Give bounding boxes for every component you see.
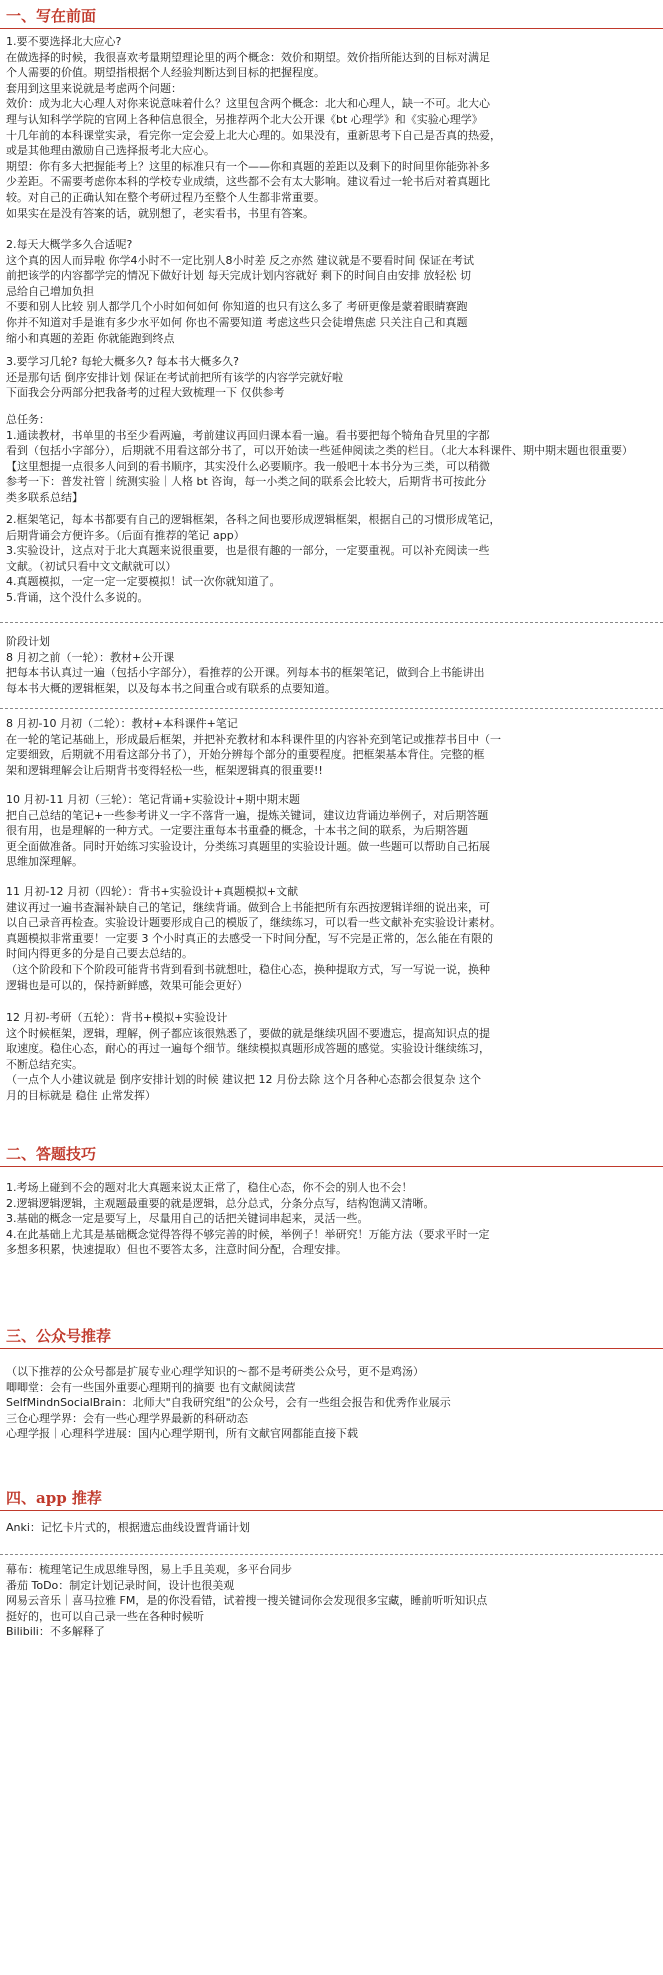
text-block-app-list (6, 1562, 656, 1640)
paragraph-line: 1.考场上碰到不会的题对北大真题来说太正常了，稳住心态，你不会的别人也不会！ (6, 1181, 413, 1194)
paragraph-line: 11 月初-12 月初（四轮）：背书+实验设计+真题模拟+文献 (6, 885, 299, 898)
paragraph-line: 个人需要的价值。期望指根据个人经验判断达到目标的把握程度。 (6, 66, 325, 80)
paragraph-line: 8 月初之前（一轮）：教材+公开课 (6, 650, 175, 664)
text-block-phase-1 (6, 634, 656, 696)
divider (0, 1554, 663, 1555)
section-divider-1 (0, 28, 663, 29)
paragraph-line: 1.要不要选择北大应心? (6, 35, 122, 48)
paragraph-line: 参考一下：普发社管｜统测实验｜人格 bt 咨询，每一小类之间的联系会比较大，后期背书可按此分 (6, 475, 487, 489)
section-heading-4: 四、app 推荐 (6, 1489, 102, 1507)
paragraph-line: 定要细致，后期就不用看这部分书了），开始分辨每个部分的重要程度。把框架基本背住。完整的框 (6, 748, 485, 762)
paragraph-line: 较。对自己的正确认知在整个考研过程乃至整个人生都非常重要。 (6, 190, 325, 204)
paragraph-line: 不要和别人比较 别人都学几个小时如何如何 你知道的也只有这么多了 考研更像是蒙着眼睛赛跑 (6, 300, 468, 314)
paragraph-line: 更全面做准备。同时开始练习实验设计，分类练习真题里的实验设计题。做一些题可以帮助自己拓展 (6, 839, 490, 853)
paragraph-line: 12 月初-考研（五轮）：背书+模拟+实验设计 (6, 1011, 228, 1024)
section-heading-1: 一、写在前面 (6, 7, 97, 25)
paragraph-line: 网易云音乐｜喜马拉雅 FM，是的你没看错，试着搜一搜关键词你会发现很多宝藏，睡前听听知识点 (6, 1594, 488, 1608)
paragraph-line: 文献。（初试只看中文文献就可以） (6, 559, 177, 573)
paragraph-line: 2.每天大概学多久合适呢? (6, 238, 133, 251)
paragraph-line: 多想多积累，快速提取）但也不要答太多，注意时间分配，合理安排。 (6, 1243, 347, 1257)
paragraph-line: 下面我会分两部分把我备考的过程大致梳理一下 仅供参考 (6, 386, 285, 400)
section-heading-3: 三、公众号推荐 (6, 1327, 112, 1345)
paragraph-line: 总任务： (6, 413, 50, 426)
paragraph-line: 时间内得更多的分是自己要去总结的。 (6, 947, 193, 961)
paragraph-line: 缩小和真题的差距 你就能跑到终点 (6, 331, 175, 345)
paragraph-line: 架和逻辑理解会让后期背书变得轻松一些，框架逻辑真的很重要!! (6, 763, 323, 777)
paragraph-line: 把每本书认真过一遍（包括小字部分），看推荐的公开课。列每本书的框架笔记，做到合上书能讲出 (6, 666, 485, 680)
text-block-overall-tasks (6, 412, 656, 506)
paragraph-line: 以自己录音再检查。实验设计题要形成自己的模版了，继续练习，可以看一些文献补充实验设计素材。 (6, 916, 501, 930)
text-block-answer-tips (6, 1180, 656, 1258)
paragraph-line: 思维加深理解。 (6, 855, 83, 869)
section-divider-4 (0, 1510, 663, 1511)
paragraph-line: 4.真题模拟，一定一定一定要模拟！试一次你就知道了。 (6, 575, 281, 589)
paragraph-line: 幕布：梳理笔记生成思维导图，易上手且美观，多平台同步 (6, 1563, 292, 1576)
paragraph-line: 忌给自己增加负担 (6, 284, 94, 298)
paragraph-line: 5.背诵，这个没什么多说的。 (6, 590, 149, 604)
paragraph-line: 10 月初-11 月初（三轮）：笔记背诵+实验设计+期中期末题 (6, 793, 300, 806)
paragraph-line: （以下推荐的公众号都是扩展专业心理学知识的～都不是考研类公众号，更不是鸡汤） (6, 1365, 424, 1378)
paragraph-line: 这个真的因人而异啦 你学4小时不一定比别人8小时差 反之亦然 建议就是不要看时间 保证在考试 (6, 253, 474, 267)
paragraph-line: 阶段计划 (6, 635, 50, 648)
paragraph-line: 2.框架笔记，每本书都要有自己的逻辑框架，各科之间也要形成逻辑框架，根据自己的习惯形成笔记， (6, 513, 501, 526)
paragraph-line: Bilibili：不多解释了 (6, 1625, 105, 1639)
paragraph-line: Anki：记忆卡片式的，根据遗忘曲线设置背诵计划 (6, 1521, 250, 1534)
paragraph-line: 这个时候框架，逻辑，理解，例子都应该很熟悉了，要做的就是继续巩固不要遗忘，提高知识点的提 (6, 1026, 490, 1040)
text-block-app-anki (6, 1520, 656, 1536)
paragraph-line: 理与认知科学学院的官网上各种信息很全，另推荐两个北大公开课《bt 心理学》和《实验心理学》 (6, 112, 483, 126)
text-block-phase-2 (6, 716, 656, 778)
paragraph-line: 月的目标就是 稳住 止常发挥） (6, 1088, 156, 1102)
paragraph-line: 3.实验设计，这点对于北大真题来说很重要，也是很有趣的一部分，一定要重视。可以补充阅读一些 (6, 544, 490, 558)
paragraph-line: SelfMindnSocialBrain：北师大"自我研究组"的公众号，会有一些组会报告和优秀作业展示 (6, 1396, 451, 1410)
paragraph-line: 在做选择的时候，我很喜欢考量期望理论里的两个概念：效价和期望。效价指所能达到的目标对满足 (6, 50, 490, 64)
paragraph-line: 还是那句话 倒序安排计划 保证在考试前把所有该学的内容学完就好啦 (6, 370, 343, 384)
paragraph-line: 2.逻辑逻辑逻辑，主观题最重要的就是逻辑，总分总式，分条分点写，结构饱满又清晰。 (6, 1196, 435, 1210)
section-heading-2: 二、答题技巧 (6, 1145, 97, 1163)
text-block-rounds (6, 354, 656, 401)
paragraph-line: 3.要学习几轮? 每轮大概多久? 每本书大概多久? (6, 355, 240, 368)
paragraph-line: 很有用，也是理解的一种方式。一定要注重每本书重叠的概念，十本书之间的联系，为后期答题 (6, 824, 468, 838)
section-divider-3 (0, 1348, 663, 1349)
paragraph-line: 后期背诵会方便许多。（后面有推荐的笔记 app） (6, 528, 245, 542)
paragraph-line: 番茄 ToDo：制定计划记录时间，设计也很美观 (6, 1578, 235, 1592)
text-block-tasks-2-5 (6, 512, 656, 606)
paragraph-line: 少差距。不需要考虑你本科的学校专业成绩，这些都不会有太大影响。建议看过一轮书后对着真题比 (6, 175, 490, 189)
paragraph-line: 4.在此基础上尤其是基础概念觉得答得不够完善的时候，举例子！举研究！万能方法（要求平时一定 (6, 1227, 490, 1241)
text-block-phase-4 (6, 884, 656, 993)
paragraph-line: 挺好的，也可以自己录一些在各种时候听 (6, 1609, 204, 1623)
paragraph-line: 如果实在是没有答案的话，就别想了，老实看书，书里有答案。 (6, 206, 314, 220)
paragraph-line: 真题模拟非常重要！一定要 3 个小时真正的去感受一下时间分配，写不完是正常的，怎么能在有限的 (6, 931, 493, 945)
paragraph-line: 1.通读教材，书单里的书至少看两遍，考前建议再回归课本看一遍。看书要把每个犄角旮旯里的字都 (6, 428, 490, 442)
paragraph-line: 取速度。稳住心态，耐心的再过一遍每个细节。继续模拟真题形成答题的感觉。实验设计继续练习， (6, 1042, 490, 1056)
paragraph-line: 把自己总结的笔记+一些参考讲义一字不落背一遍，提炼关键词，建议边背诵边举例子，对后期答题 (6, 808, 489, 822)
paragraph-line: 心理学报｜心理科学进展：国内心理学期刊，所有文献官网都能直接下载 (6, 1427, 358, 1441)
paragraph-line: 看到（包括小字部分），后期就不用看这部分书了，可以开始读一些延伸阅读之类的栏目。（北大本科课件、期中期末题也很重要） (6, 444, 633, 458)
paragraph-line: 不断总结充实。 (6, 1057, 83, 1071)
paragraph-line: 逻辑也是可以的，保持新鲜感，效果可能会更好） (6, 978, 248, 992)
paragraph-line: 3.基础的概念一定是要写上，尽量用自己的话把关键词串起来，灵活一些。 (6, 1212, 369, 1226)
paragraph-line: （一点个人小建议就是 倒序安排计划的时候 建议把 12 月份去除 这个月各种心态都会很复杂 这个 (6, 1073, 481, 1087)
text-block-why-pku (6, 34, 656, 221)
text-block-official-accounts (6, 1364, 656, 1442)
section-divider-2 (0, 1166, 663, 1167)
paragraph-line: （这个阶段和下个阶段可能背书背到看到书就想吐，稳住心态，换种提取方式，写一写说一说，换种 (6, 962, 490, 976)
paragraph-line: 8 月初-10 月初（二轮）：教材+本科课件+笔记 (6, 717, 238, 730)
paragraph-line: 十几年前的本科课堂实录，看完你一定会爱上北大心理的。如果没有，重新思考下自己是否真的热爱， (6, 128, 501, 142)
paragraph-line: 前把该学的内容都学完的情况下做好计划 每天完成计划内容就好 剩下的时间自由安排 放轻松 切 (6, 269, 471, 283)
paragraph-line: 唧唧堂：会有一些国外重要心理期刊的摘要 也有文献阅读营 (6, 1380, 296, 1394)
paragraph-line: 或是其他理由激励自己选择报考北大应心。 (6, 144, 215, 158)
paragraph-line: 每本书大概的逻辑框架，以及每本书之间重合或有联系的点要知道。 (6, 681, 336, 695)
paragraph-line: 类多联系总结】 (6, 490, 83, 504)
paragraph-line: 套用到这里来说就是考虑两个问题： (6, 81, 182, 95)
paragraph-line: 你并不知道对手是谁有多少水平如何 你也不需要知道 考虑这些只会徒增焦虑 只关注自己和真题 (6, 315, 468, 329)
paragraph-line: 【这里想提一点很多人问到的看书顺序，其实没什么必要顺序。我一般吧十本书分为三类，可以稍微 (6, 459, 490, 473)
paragraph-line: 效价：成为北大心理人对你来说意味着什么？这里包含两个概念：北大和心理人，缺一不可。北大心 (6, 97, 490, 111)
text-block-phase-5 (6, 1010, 656, 1104)
paragraph-line: 在一轮的笔记基础上，形成最后框架，并把补充教材和本科课件里的内容补充到笔记或推荐书目中（一 (6, 732, 501, 746)
paragraph-line: 建议再过一遍书查漏补缺自己的笔记，继续背诵。做到合上书能把所有东西按逻辑详细的说出来，可 (6, 900, 490, 914)
divider (0, 622, 663, 623)
paragraph-line: 三仓心理学界：会有一些心理学界最新的科研动态 (6, 1411, 248, 1425)
divider (0, 708, 663, 709)
text-block-phase-3 (6, 792, 656, 870)
text-block-study-hours (6, 237, 656, 346)
paragraph-line: 期望：你有多大把握能考上？这里的标准只有一个——你和真题的差距以及剩下的时间里你能弥补多 (6, 159, 490, 173)
